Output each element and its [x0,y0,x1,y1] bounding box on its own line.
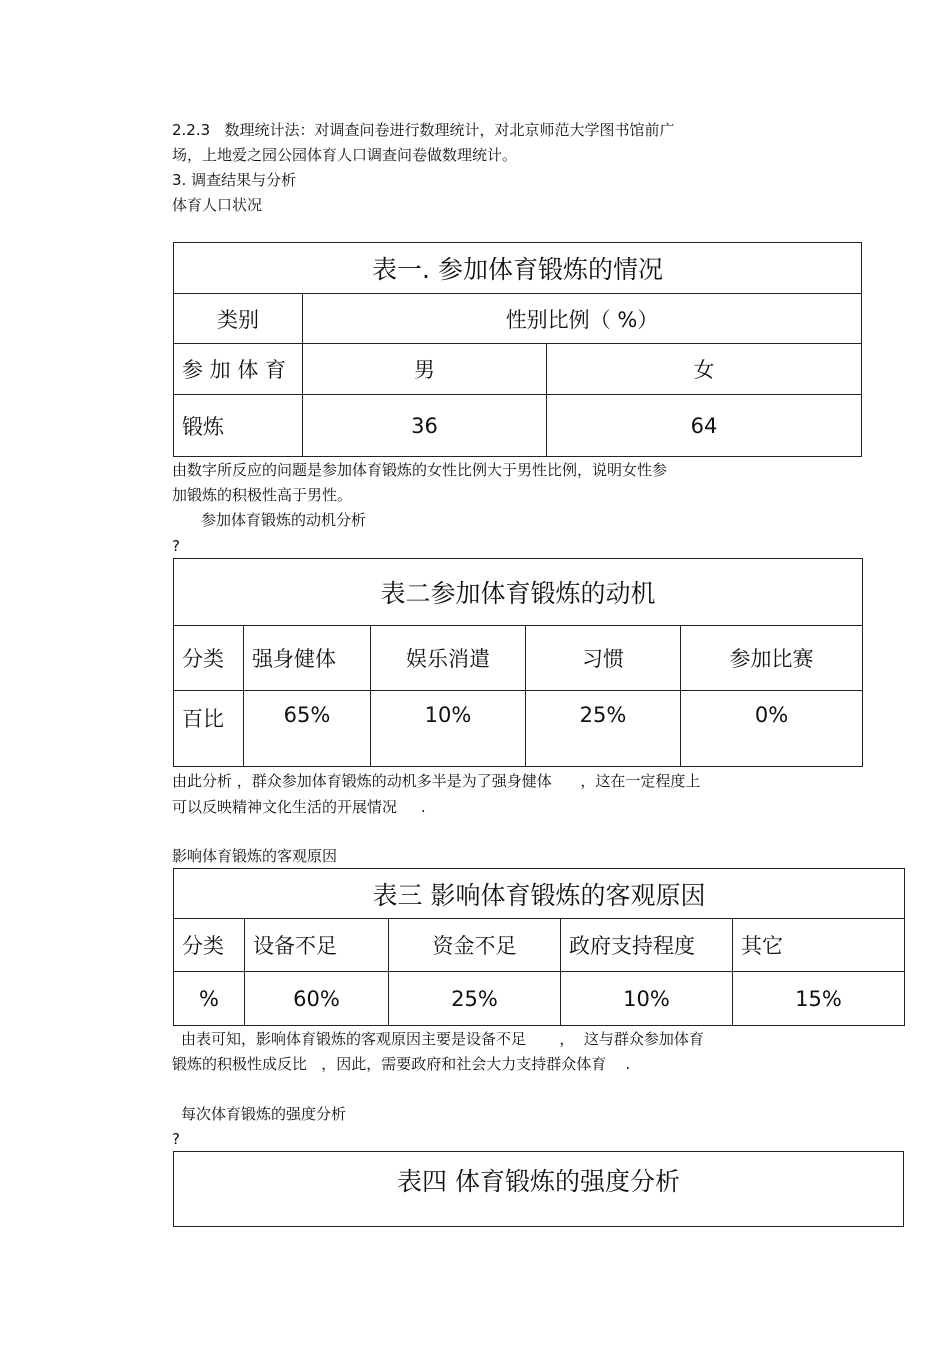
table1-category-header: 类别 [174,294,303,344]
intro-line-1: 2.2.3 数理统计法：对调查问卷进行数理统计，对北京师范大学图书馆前广 [172,121,675,139]
table3-value-other: 15% [733,972,905,1026]
table1-female-label: 女 [547,344,862,395]
placeholder-mark-1: ? [172,537,180,555]
table3-header-funding: 资金不足 [389,919,561,972]
table-intensity [173,1151,904,1227]
analysis-3-line-1: 由表可知，影响体育锻炼的客观原因主要是设备不足 ， 这与群众参加体育 [181,1030,704,1048]
table2-title: 表二参加体育锻炼的动机 [174,559,863,626]
analysis-3-line-2: 锻炼的积极性成反比 ，因此，需要政府和社会大力支持群众体育 . [172,1055,631,1073]
subheading-intensity: 每次体育锻炼的强度分析 [181,1105,347,1123]
table3-value-government-support: 10% [561,972,733,1026]
analysis-2-line-2: 可以反映精神文化生活的开展情况 . [172,798,426,816]
table3-value-funding: 25% [389,972,561,1026]
table1-title: 表一. 参加体育锻炼的情况 [174,243,862,294]
table1-female-value: 64 [547,395,862,457]
table3-title: 表三 影响体育锻炼的客观原因 [174,869,905,919]
table2-value-habit: 25% [526,691,681,767]
table3-value-equipment: 60% [245,972,389,1026]
table-motivation [173,558,863,767]
table3-header-equipment: 设备不足 [245,919,389,972]
table1-male-value: 36 [303,395,547,457]
table3-header-other: 其它 [733,919,905,972]
table2-value-entertainment: 10% [371,691,526,767]
table1-row-label-top: 参 加 体 育 [174,344,303,395]
table2-header-habit: 习惯 [526,626,681,691]
table4-title: 表四 体育锻炼的强度分析 [174,1152,904,1227]
table2-value-competition: 0% [681,691,863,767]
table1-row-label-bottom: 锻炼 [174,395,303,457]
table3-header-government-support: 政府支持程度 [561,919,733,972]
table-participation [173,242,862,457]
analysis-1-line-2: 加锻炼的积极性高于男性。 [172,486,353,504]
table2-header-entertainment: 娱乐消遣 [371,626,526,691]
placeholder-mark-2: ? [172,1130,180,1148]
table3-row-label: % [174,972,245,1026]
analysis-1-line-1: 由数字所反应的问题是参加体育锻炼的女性比例大于男性比例，说明女性参 [172,461,668,479]
table1-ratio-header: 性别比例（ %） [303,294,862,344]
table2-value-fitness: 65% [244,691,371,767]
table1-male-label: 男 [303,344,547,395]
subheading-objective-factors: 影响体育锻炼的客观原因 [172,847,338,865]
table2-header-fitness: 强身健体 [244,626,371,691]
table2-header-competition: 参加比赛 [681,626,863,691]
analysis-2-line-1: 由此分析 ，群众参加体育锻炼的动机多半是为了强身健体 ，这在一定程度上 [172,772,701,790]
section-heading-results: 3. 调查结果与分析 [172,171,297,189]
subheading-motivation: 参加体育锻炼的动机分析 [201,511,367,529]
intro-line-2: 场，上地爱之园公园体育人口调查问卷做数理统计。 [172,146,518,164]
table-objective-factors [173,868,905,1026]
table3-header-category: 分类 [174,919,245,972]
table2-row-label: 百比 [174,691,244,767]
subheading-sports-population: 体育人口状况 [172,196,263,214]
table2-header-category: 分类 [174,626,244,691]
